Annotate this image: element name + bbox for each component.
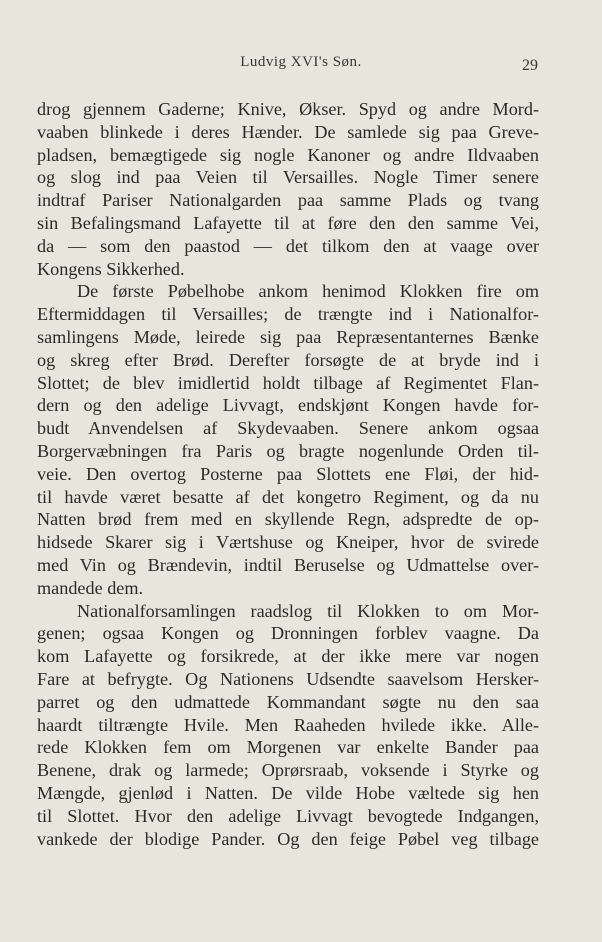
text-line: vankede der blodige Pander. Og den feige Pøbel veg tilbage [37, 828, 539, 849]
text-line: genen; ogsaa Kongen og Dronningen forblev vaagne. Da [37, 623, 539, 644]
text-line: til Slottet. Hvor den adelige Livvagt bevogtede Indgangen, [37, 805, 539, 826]
text-line: vaaben blinkede i deres Hænder. De samlede sig paa Greve- [37, 121, 539, 142]
text-line: samlingens Møde, leirede sig paa Repræsentanternes Bænke [37, 326, 539, 347]
text-line: drog gjennem Gaderne; Knive, Økser. Spyd og andre Mord- [37, 99, 539, 119]
text-line: haardt tiltrængte Hvile. Men Raaheden hvilede ikke. Alle- [37, 714, 539, 735]
text-line: Fare at befrygte. Og Nationens Udsendte saavelsom Hersker- [37, 668, 539, 689]
text-line: med Vin og Brændevin, indtil Beruselse og Udmattelse over- [37, 554, 539, 575]
text-line: Slottet; de blev imidlertid holdt tilbage af Regimentet Flan- [37, 372, 539, 393]
text-line: sin Befalingsmand Lafayette til at føre den den samme Vei, [37, 212, 539, 233]
text-line: og skreg efter Brød. Derefter forsøgte de at bryde ind i [37, 349, 539, 370]
text-line: mandede dem. [37, 577, 144, 598]
text-line: hidsede Skarer sig i Værtshuse og Kneiper, hvor de svirede [37, 532, 539, 553]
page-number: 29 [522, 57, 538, 74]
text-line: dern og den adelige Livvagt, endskjønt Kongen havde for- [37, 395, 539, 416]
text-line: rede Klokken fem om Morgenen var enkelte Bander paa [37, 737, 539, 758]
body-text [37, 98, 539, 850]
text-line: Natten brød frem med en skyllende Regn, adspredte de op- [37, 509, 539, 530]
running-head [0, 54, 602, 78]
text-line: kom Lafayette og forsikrede, at der ikke mere var nogen [37, 646, 539, 667]
text-line: parret og den udmattede Kommandant søgte nu den saa [37, 691, 539, 712]
text-line: til havde været besatte af det kongetro Regiment, og da nu [37, 486, 539, 507]
text-line: Eftermiddagen til Versailles; de trængte ind i Nationalfor- [37, 304, 539, 325]
text-line: indtraf Pariser Nationalgarden paa samme Plads og tvang [37, 190, 539, 211]
text-line: budt Anvendelsen af Skydevaaben. Senere ankom ogsaa [37, 418, 539, 439]
text-line: Nationalforsamlingen raadslog til Klokken to om Mor- [77, 600, 539, 621]
text-line: da — som den paastod — det tilkom den at vaage over [37, 235, 539, 256]
text-line: Mængde, gjenlød i Natten. De vilde Hobe væltede sig hen [37, 782, 539, 803]
text-line: De første Pøbelhobe ankom henimod Klokken fire om [77, 281, 539, 302]
text-line: og slog ind paa Veien til Versailles. Nogle Timer senere [37, 167, 539, 188]
text-line: Benene, drak og larmede; Oprørsraab, voksende i Styrke og [37, 760, 539, 781]
running-title: Ludvig XVI's Søn. [240, 54, 362, 70]
text-line: veie. Den overtog Posterne paa Slottets ene Fløi, der hid- [37, 463, 539, 484]
text-line: Borgervæbningen fra Paris og bragte nogenlunde Orden til- [37, 440, 539, 461]
text-line: pladsen, bemægtigede sig nogle Kanoner og andre Ildvaaben [37, 144, 539, 165]
text-line: Kongens Sikkerhed. [37, 258, 185, 279]
